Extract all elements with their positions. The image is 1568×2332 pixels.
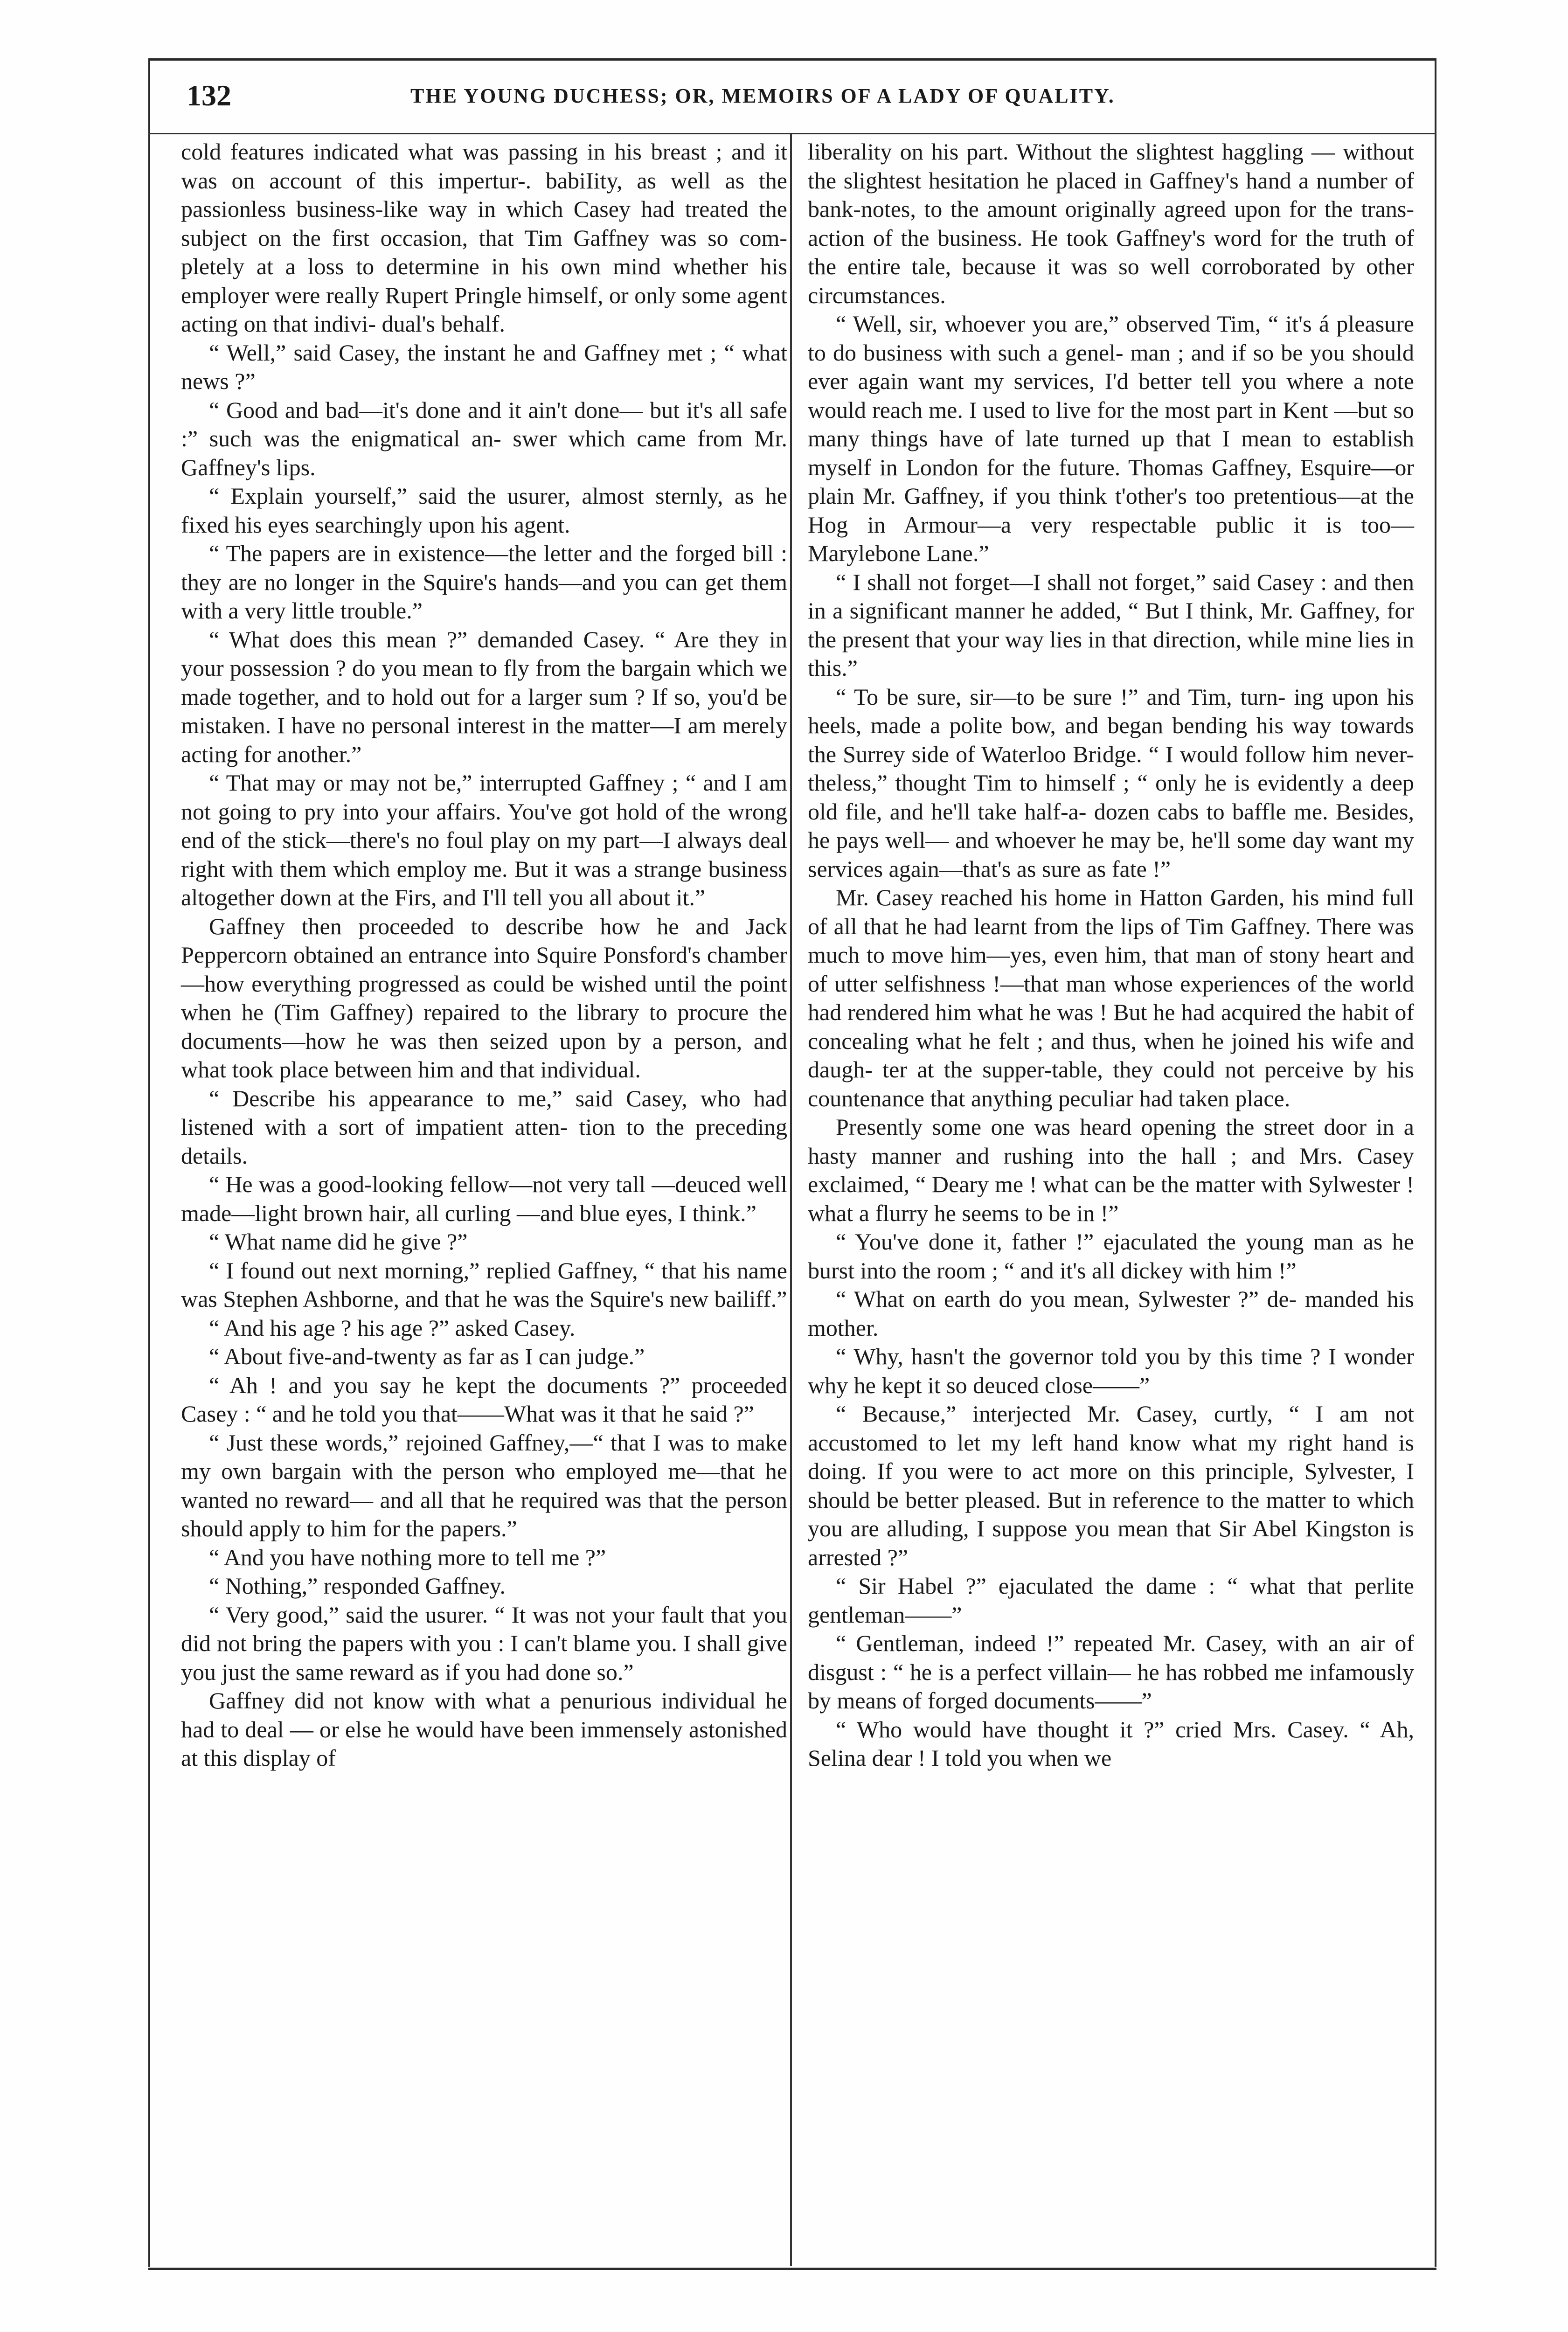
paragraph: “ Ah ! and you say he kept the documents ?” proceeded Casey : “ and he told you that——What was it that he said ?” — [181, 1372, 787, 1427]
paragraph: “ Why, hasn't the governor told you by this time ? I wonder why he kept it so deuced close——” — [808, 1343, 1414, 1398]
paragraph: “ You've done it, father !” ejaculated the young man as he burst into the room ; “ and it's all dickey with him !” — [808, 1228, 1414, 1284]
paragraph: Gaffney did not know with what a penurious individual he had to deal — or else he would have been immensely astonished at this display of — [181, 1687, 787, 1771]
paragraph: “ Nothing,” responded Gaffney. — [209, 1573, 506, 1599]
frame-left-rule — [148, 58, 150, 2267]
paragraph: “ Sir Habel ?” ejaculated the dame : “ what that perlite gentleman——” — [808, 1573, 1414, 1628]
paragraph: “ Good and bad—it's done and it ain't done— but it's all safe :” such was the enigmatical an- swer which came from Mr. Gaffney's lips. — [181, 396, 787, 480]
left-column — [181, 138, 787, 1773]
paragraph: “ Describe his appearance to me,” said Casey, who had listened with a sort of impatient atten- tion to the preceding details. — [181, 1085, 787, 1169]
paragraph: “ The papers are in existence—the letter and the forged bill : they are no longer in the Squire's hands—and you can get them with a very little trouble.” — [181, 540, 787, 624]
frame-top-rule — [148, 58, 1436, 61]
paragraph: “ Who would have thought it ?” cried Mrs. Casey. “ Ah, Selina dear ! I told you when we — [808, 1716, 1414, 1771]
right-column — [808, 138, 1414, 1773]
paragraph: Presently some one was heard opening the street door in a hasty manner and rushing into the hall ; and Mrs. Casey exclaimed, “ Deary me ! what can be the matter with Sylwester ! what a flurry he seems to be in !” — [808, 1114, 1414, 1226]
frame-bottom-rule — [148, 2268, 1436, 2270]
paragraph: liberality on his part. Without the slightest haggling — without the slightest hesitation he placed in Gaffney's hand a number of bank-notes, to the amount originally agreed upon for the trans- action of the business. He took Gaffney's word for the truth of the entire tale, because it was so well corroborated by other circumstances. — [808, 139, 1414, 308]
paragraph: “ Well, sir, whoever you are,” observed Tim, “ it's á pleasure to do business with such a genel- man ; and if so be you should ever again want my services, I'd better tell you where a note would reach me. I used to live for the most part in Kent —but so many things have of late turned up that I mean to establish myself in London for the future. Thomas Gaffney, Esquire—or plain Mr. Gaffney, if you think t'other's too pretentious—at the Hog in Armour—a very respectable public it is too—Marylebone Lane.” — [808, 311, 1414, 566]
paragraph: “ That may or may not be,” interrupted Gaffney ; “ and I am not going to pry into your affairs. You've got hold of the wrong end of the stick—there's no foul play on my part—I always deal right with them which employ me. But it was a strange business altogether down at the Firs, and I'll tell you all about it.” — [181, 770, 787, 910]
paragraph: Gaffney then proceeded to describe how he and Jack Peppercorn obtained an entrance into Squire Ponsford's chamber—how everything progressed as could be wished until the point when he (Tim Gaffney) repaired to the library to procure the documents—how he was then seized upon by a person, and what took place between him and that individual. — [181, 913, 787, 1083]
column-divider — [790, 134, 792, 2266]
paragraph: “ And you have nothing more to tell me ?” — [209, 1544, 606, 1570]
paragraph: “ I found out next morning,” replied Gaffney, “ that his name was Stephen Ashborne, and that he was the Squire's new bailiff.” — [181, 1257, 787, 1312]
paragraph: “ He was a good-looking fellow—not very tall —deuced well made—light brown hair, all curling —and blue eyes, I think.” — [181, 1171, 787, 1226]
running-title: THE YOUNG DUCHESS; OR, MEMOIRS OF A LADY OF QUALITY. — [410, 84, 1115, 107]
paragraph: “ I shall not forget—I shall not forget,” said Casey : and then in a significant manner he added, “ But I think, Mr. Gaffney, for the present that your way lies in that direction, while mine lies in this.” — [808, 569, 1414, 681]
paragraph: “ Gentleman, indeed !” repeated Mr. Casey, with an air of disgust : “ he is a perfect villain— he has robbed me infamously by means of forged documents——” — [808, 1630, 1414, 1714]
paragraph: Mr. Casey reached his home in Hatton Garden, his mind full of all that he had learnt from the lips of Tim Gaffney. There was much to move him—yes, even him, that man of stony heart and of utter selfishness !—that man whose experiences of the world had rendered him what he was ! But he had acquired the habit of concealing what he felt ; and thus, when he joined his wife and daugh- ter at the supper-table, they could not perceive by his countenance that anything peculiar had taken place. — [808, 884, 1414, 1111]
paragraph: “ Just these words,” rejoined Gaffney,—“ that I was to make my own bargain with the person who employed me—that he wanted no reward— and all that he required was that the person should apply to him for the papers.” — [181, 1429, 787, 1541]
paragraph: “ About five-and-twenty as far as I can judge.” — [209, 1343, 645, 1369]
frame-right-rule — [1435, 58, 1436, 2267]
page-number: 132 — [187, 79, 231, 112]
paragraph: “ What name did he give ?” — [209, 1228, 468, 1255]
paragraph: “ To be sure, sir—to be sure !” and Tim, turn- ing upon his heels, made a polite bow, and began bending his way towards the Surrey side of Waterloo Bridge. “ I would follow him never- theless,” thought Tim to himself ; “ only he is evidently a deep old file, and he'll take half-a- dozen cabs to baffle me. Besides, he pays well— and whoever he may be, he'll some day want my services again—that's as sure as fate !” — [808, 683, 1414, 882]
paragraph: “ Because,” interjected Mr. Casey, curtly, “ I am not accustomed to let my left hand know what my right hand is doing. If you were to act more on this principle, Sylvester, I should be better pleased. But in reference to the matter to which you are alluding, I suppose you mean that Sir Abel Kingston is arrested ?” — [808, 1401, 1414, 1570]
paragraph: “ What does this mean ?” demanded Casey. “ Are they in your possession ? do you mean to fly from the bargain which we made together, and to hold out for a larger sum ? If so, you'd be mistaken. I have no personal interest in the matter—I am merely acting for another.” — [181, 626, 787, 767]
paragraph: “ And his age ? his age ?” asked Casey. — [209, 1314, 576, 1341]
paragraph: “ Very good,” said the usurer. “ It was not your fault that you did not bring the papers with you : I can't blame you. I shall give you just the same reward as if you had done so.” — [181, 1601, 787, 1685]
paragraph: cold features indicated what was passing in his breast ; and it was on account of this impertur-. babiIity, as well as the passionless business-like way in which Casey had treated the subject on the first occasion, that Tim Gaffney was so com- pletely at a loss to determine in his own mind whether his employer were really Rupert Pringle himself, or only some agent acting on that indivi- dual's behalf. — [181, 139, 787, 337]
paragraph: “ Explain yourself,” said the usurer, almost sternly, as he fixed his eyes searchingly upon his agent. — [181, 483, 787, 538]
paragraph: “ What on earth do you mean, Sylwester ?” de- manded his mother. — [808, 1286, 1414, 1341]
header-rule — [148, 133, 1436, 134]
paragraph: “ Well,” said Casey, the instant he and Gaffney met ; “ what news ?” — [181, 339, 787, 394]
